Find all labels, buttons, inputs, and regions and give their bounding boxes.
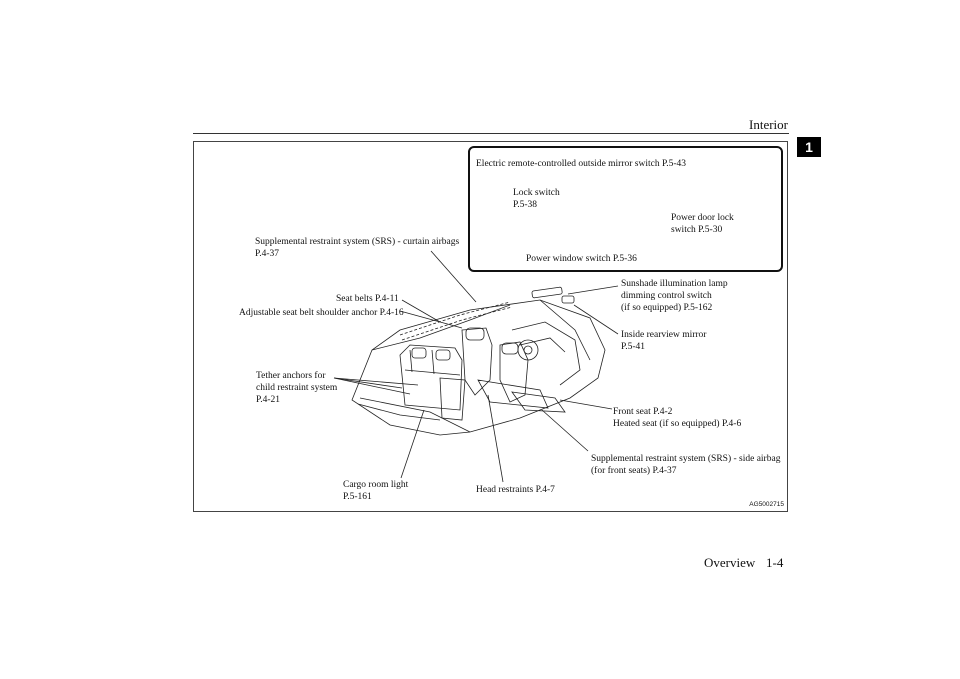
label-power-window: Power window switch P.5-36 [526,254,637,264]
label-tether-anchors: Tether anchors for child restraint system P.4-21 [256,371,338,405]
footer-page-number: 1-4 [766,555,784,570]
label-head-restraints: Head restraints P.4-7 [476,485,555,495]
label-front-seat: Front seat P.4-2 Heated seat (if so equipped) P.4-6 [613,407,742,429]
chapter-tab: 1 [797,137,821,157]
label-cargo-light: Cargo room light P.5-161 [343,480,409,502]
figure-code: AG5002715 [749,501,784,508]
label-lock-switch: Lock switch P.5-38 [513,188,560,210]
label-power-door-lock: Power door lock switch P.5-30 [671,213,734,235]
label-shoulder-anchor: Adjustable seat belt shoulder anchor P.4-16 [239,308,404,318]
label-side-airbag: Supplemental restraint system (SRS) - side airbag (for front seats) P.4-37 [591,454,781,476]
label-mirror-switch: Electric remote-controlled outside mirror switch P.5-43 [476,159,686,169]
label-seat-belts: Seat belts P.4-11 [336,294,399,304]
label-sunshade-lamp: Sunshade illumination lamp dimming control switch (if so equipped) P.5-162 [621,279,728,313]
label-curtain-airbags: Supplemental restraint system (SRS) - curtain airbags P.4-37 [255,237,460,259]
page-header-title: Interior [749,117,788,132]
footer-section: Overview [704,555,756,570]
label-rearview-mirror: Inside rearview mirror P.5-41 [621,330,707,352]
